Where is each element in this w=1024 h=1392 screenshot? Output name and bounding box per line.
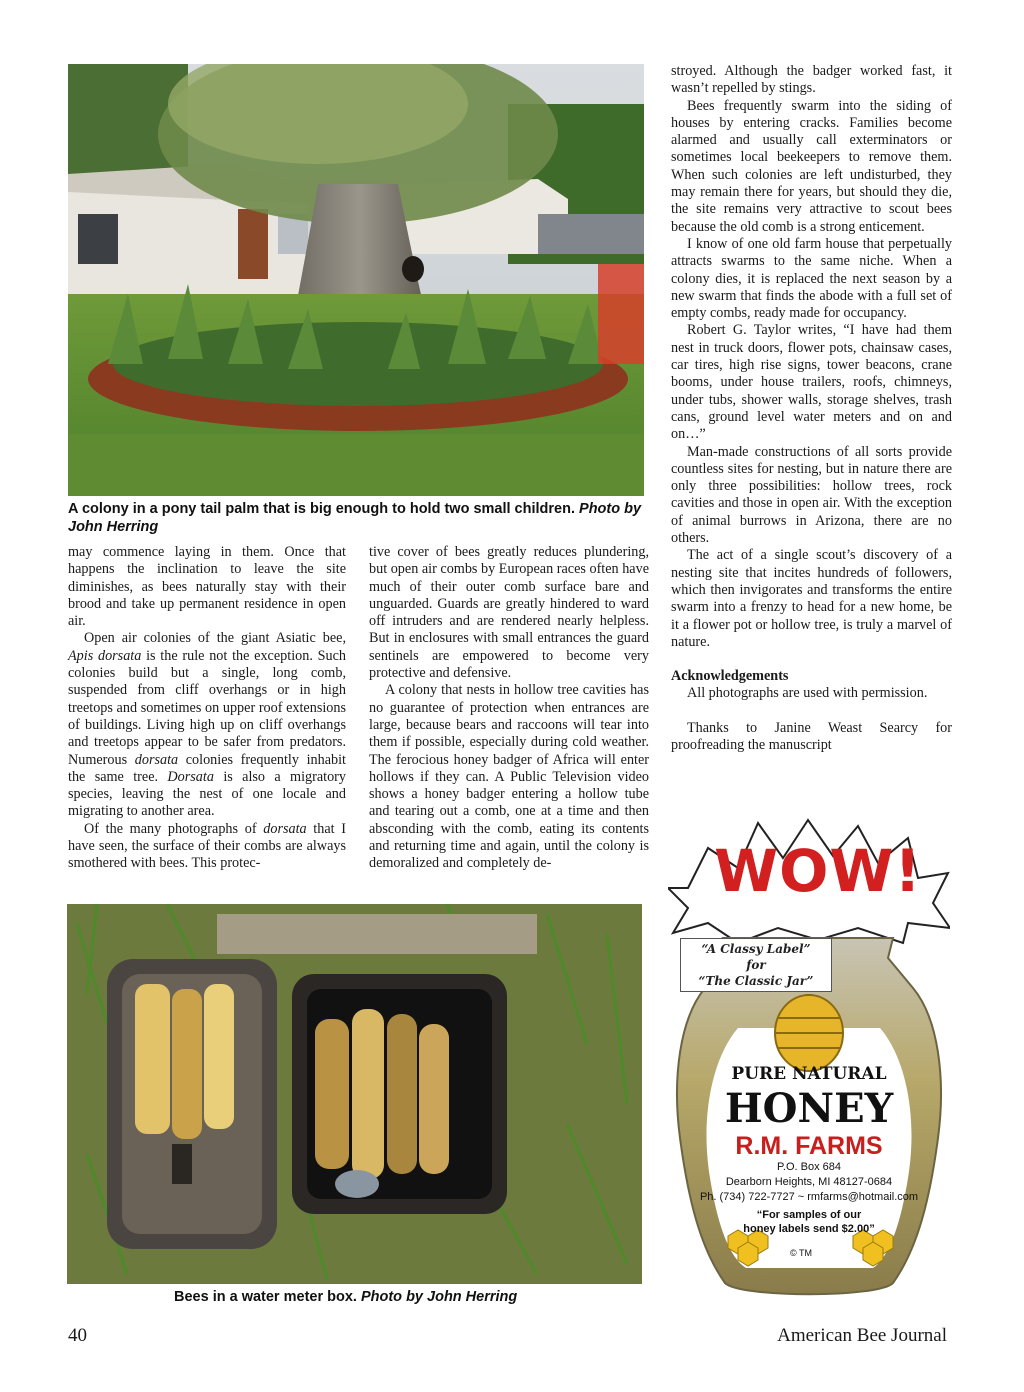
paragraph: Robert G. Taylor writes, “I have had them nest in truck doors, flower pots, chainsaw cases, car tires, high rise signs, tower beacons, crane booms, under house trailers, roofs, chimneys, under tubs, shower walls, storage shelves, trash cans, ground level water meters and on and on…”: [671, 322, 952, 443]
journal-name: American Bee Journal: [777, 1325, 947, 1346]
trademark: © TM: [790, 1248, 812, 1258]
photo2-caption: [174, 1288, 594, 1306]
wow-headline: WOW!: [714, 837, 922, 905]
caption-text: A colony in a pony tail palm that is big enough to hold two small children.: [68, 501, 580, 517]
tagline: “A Classy Label” for “The Classic Jar”: [680, 938, 832, 992]
photo-credit: Photo by John Herring: [360, 1289, 518, 1305]
farm-address: P.O. Box 684 Dearborn Heights, MI 48127-0684 Ph. (734) 722-7727 ~ rmfarms@hotmail.com: [699, 1161, 919, 1203]
farm-name: R.M. FARMS: [735, 1132, 883, 1160]
honey-label: HONEY: [724, 1085, 894, 1132]
water-meter-box-photo: [67, 904, 642, 1284]
acknowledgements-heading: Acknowledgements: [671, 668, 789, 685]
caption-text: Bees in a water meter box.: [174, 1289, 361, 1305]
paragraph: Open air colonies of the giant Asiatic bee, Apis dorsata is the rule not the exception. Such colonies build but a single, long comb, suspended from cliff overhangs or in high treetops and sometimes on upper roof extensions of buildings. Living high up on cliff overhangs and treetops appear to be safer from predators. Numerous dorsata colonies frequently inhabit the same tree. Dorsata is also a migratory species, leaving the nest of one locale and migrating to another area.: [68, 630, 346, 820]
page-number: 40: [68, 1325, 87, 1346]
paragraph: tive cover of bees greatly reduces plundering, but open air combs by European races often have much of their outer comb surface bare and unguarded. Guards are greatly hindered to ward off intruders and are rendered nearly helpless. But in enclosures with small entrances the guard sentinels are empowered to become very protective and defensive.: [369, 544, 649, 682]
paragraph: Of the many photographs of dorsata that I have seen, the surface of their combs are always smothered with bees. This protec-: [68, 820, 346, 872]
paragraph: A colony that nests in hollow tree cavities has no guarantee of protection when entrances are large, because bears and raccoons will tear into them if possible, especially during cold weather. The ferocious honey badger of Africa will enter hollows if they can. A Public Television video shows a honey badger entering a hollow tube and tearing out a comb, one at a time and then absconding with the comb, eating its contents and returning time and again, until the colony is demoralized and completely de-: [369, 682, 649, 872]
article-column-2: [369, 544, 649, 873]
article-column-1: [68, 544, 346, 873]
rm-farms-ad: [668, 818, 950, 1304]
photo-credit: Photo by John Herring: [68, 501, 642, 535]
paragraph: Bees frequently swarm into the siding of houses by entering cracks. Families become alarmed and usually call exterminators or sometimes local beekeepers to remove them. When such colonies are left undisturbed, they may remain there for years, but should they die, the site remains very attractive to scout bees because the old comb is a strong enticement.: [671, 97, 952, 235]
samples-offer: “For samples of our honey labels send $2.00”: [743, 1209, 875, 1235]
paragraph: may commence laying in them. Once that happens the inclination to leave the site diminishes, as bees naturally stay with their brood and take up permanent residence in open air.: [68, 544, 346, 630]
paragraph: The act of a single scout’s discovery of a nesting site that incites hundreds of followers, which then invigorates and transforms the entire swarm into a frenzy to head for a new home, be it a flower pot or hollow tree, is truly a marvel of nature.: [671, 547, 952, 650]
pure-natural-label: PURE NATURAL: [731, 1064, 887, 1084]
paragraph: Man-made constructions of all sorts provide countless sites for nesting, but in nature there are only three possibilities: hollow trees, rock cavities and those in open air. With the exception of animal burrows in Arizona, there are no others.: [671, 443, 952, 547]
paragraph: I know of one old farm house that perpetually attracts swarms to the same niche. When a colony dies, it is replaced the next season by a new swarm that finds the abode with a full set of empty combs, ready made for occupancy.: [671, 235, 952, 322]
paragraph: Thanks to Janine Weast Searcy for proofreading the manuscript: [671, 719, 952, 753]
pony-tail-palm-photo: [68, 64, 644, 496]
photo1-caption: [68, 500, 648, 536]
article-column-3: [671, 63, 952, 754]
paragraph: All photographs are used with permission.: [687, 685, 928, 702]
paragraph: stroyed. Although the badger worked fast, it wasn’t repelled by stings.: [671, 63, 952, 97]
